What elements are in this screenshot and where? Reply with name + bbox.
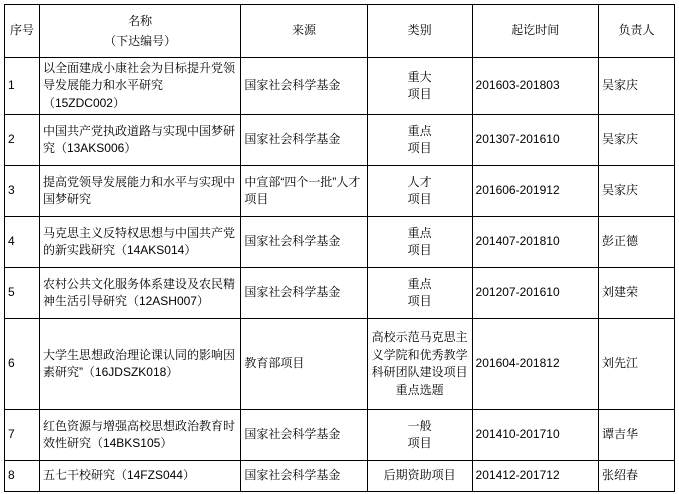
category-line: 项目: [407, 192, 432, 207]
cell-no: 2: [5, 115, 40, 166]
cell-leader: 吴家庆: [598, 166, 674, 217]
table-row: [5, 268, 675, 319]
cell-category: [367, 58, 472, 115]
cell-no: 6: [5, 319, 40, 410]
cell-no: 3: [5, 166, 40, 217]
category-line: 项目: [407, 87, 432, 102]
cell-no: 8: [5, 461, 40, 492]
header-cell-category: 类别: [367, 5, 472, 58]
cell-name: 马克思主义反特权思想与中国共产党的新实践研究（14AKS014）: [39, 217, 240, 268]
category-line: 一般: [407, 418, 432, 433]
cell-no: 5: [5, 268, 40, 319]
table-row: [5, 410, 675, 461]
cell-source: 国家社会科学基金: [241, 115, 367, 166]
category-line: 人才: [407, 174, 432, 189]
cell-leader: 刘建荣: [598, 268, 674, 319]
cell-time: 201407-201810: [472, 217, 598, 268]
cell-no: 7: [5, 410, 40, 461]
table-body: [5, 58, 675, 492]
cell-leader: 谭吉华: [598, 410, 674, 461]
cell-name: 红色资源与增强高校思想政治教育时效性研究（14BKS105）: [39, 410, 240, 461]
category-line: 项目: [407, 141, 432, 156]
cell-category: [367, 115, 472, 166]
cell-leader: 彭正德: [598, 217, 674, 268]
table-header-row: [5, 5, 675, 58]
cell-name: 以全面建成小康社会为目标提升党领导发展能力和水平研究（15ZDC002）: [39, 58, 240, 115]
table-row: [5, 217, 675, 268]
cell-leader: 刘先江: [598, 319, 674, 410]
cell-no: 1: [5, 58, 40, 115]
cell-name: 中国共产党执政道路与实现中国梦研究（13AKS006）: [39, 115, 240, 166]
table-row: [5, 166, 675, 217]
category-line: 项目: [407, 436, 432, 451]
cell-source: 国家社会科学基金: [241, 58, 367, 115]
header-cell-source: 来源: [241, 5, 367, 58]
category-line: 重点: [407, 123, 432, 138]
header-name-sub: （下达编号）: [104, 34, 177, 48]
table-row: [5, 115, 675, 166]
cell-time: 201412-201712: [472, 461, 598, 492]
cell-category: 高校示范马克思主义学院和优秀教学科研团队建设项目重点选题: [367, 319, 472, 410]
cell-category: [367, 268, 472, 319]
cell-time: 201603-201803: [472, 58, 598, 115]
cell-name: 五七干校研究（14FZS044）: [39, 461, 240, 492]
cell-category: [367, 410, 472, 461]
cell-category: [367, 217, 472, 268]
cell-time: 201606-201912: [472, 166, 598, 217]
header-cell-time: 起讫时间: [472, 5, 598, 58]
category-line: 重点: [407, 276, 432, 291]
project-table: [4, 4, 675, 492]
cell-leader: 吴家庆: [598, 115, 674, 166]
cell-time: 201207-201610: [472, 268, 598, 319]
category-line: 重点: [407, 225, 432, 240]
cell-time: 201307-201610: [472, 115, 598, 166]
cell-name: 提高党领导发展能力和水平与实现中国梦研究: [39, 166, 240, 217]
cell-leader: 张绍春: [598, 461, 674, 492]
cell-leader: 吴家庆: [598, 58, 674, 115]
table-header: [5, 5, 675, 58]
cell-source: 教育部项目: [241, 319, 367, 410]
cell-name: 大学生思想政治理论课认同的影响因素研究”（16JDSZK018）: [39, 319, 240, 410]
category-line: 重大: [407, 69, 432, 84]
header-cell-no: 序号: [5, 5, 40, 58]
header-name-main: 名称: [128, 13, 153, 28]
cell-time: 201604-201812: [472, 319, 598, 410]
table-row: [5, 58, 675, 115]
table-row: [5, 319, 675, 410]
cell-source: 国家社会科学基金: [241, 268, 367, 319]
cell-name: 农村公共文化服务体系建设及农民精神生活引导研究（12ASH007）: [39, 268, 240, 319]
cell-category: 后期资助项目: [367, 461, 472, 492]
cell-source: 中宣部“四个一批”人才项目: [241, 166, 367, 217]
cell-time: 201410-201710: [472, 410, 598, 461]
cell-source: 国家社会科学基金: [241, 217, 367, 268]
header-cell-leader: 负责人: [598, 5, 674, 58]
cell-no: 4: [5, 217, 40, 268]
category-line: 项目: [407, 294, 432, 309]
cell-category: [367, 166, 472, 217]
cell-source: 国家社会科学基金: [241, 410, 367, 461]
category-line: 项目: [407, 243, 432, 258]
cell-source: 国家社会科学基金: [241, 461, 367, 492]
table-row: [5, 461, 675, 492]
header-cell-name: [39, 5, 240, 58]
